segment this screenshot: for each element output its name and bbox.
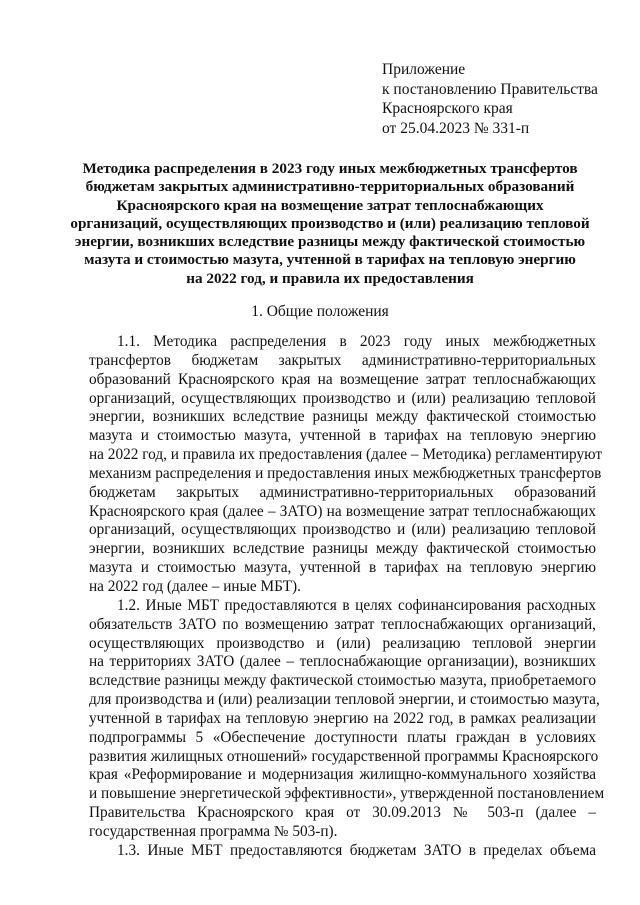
text-line: и повышение энергетической эффективности», утвержденной постановлением	[89, 785, 605, 803]
text-line: образований Красноярского края на возмещение затрат теплоснабжающих	[89, 370, 596, 388]
text-line: государственная программа № 503-п).	[89, 822, 338, 840]
title-line: Методика распределения в 2023 году иных межбюджетных трансфертов	[82, 160, 578, 177]
text-line: на территориях ЗАТО (далее – теплоснабжающие организации), возникших	[89, 653, 596, 671]
appendix-line: Красноярского края	[382, 100, 513, 117]
title-line: мазута и стоимостью мазута, учтенной в тарифах на тепловую энергию	[84, 251, 576, 269]
document-body	[89, 333, 605, 861]
document-title	[60, 160, 600, 288]
text-line: бюджетам закрытых административно-территориальных образований	[89, 483, 596, 501]
text-line: энергии, возникших вследствие разницы между фактической стоимостью	[89, 540, 596, 558]
text-line: механизм распределения и предоставления иных межбюджетных трансфертов	[89, 464, 602, 482]
appendix-line: к постановлению Правительства	[382, 80, 598, 98]
appendix-block	[382, 60, 598, 138]
title-line: бюджетам закрытых административно-территориальных образований	[85, 178, 575, 196]
text-line: 1.3. Иные МБТ предоставляются бюджетам ЗАТО в пределах объема	[117, 841, 596, 859]
text-line: организаций, осуществляющих производство и (или) реализацию тепловой	[89, 389, 596, 407]
text-line: обязательств ЗАТО по возмещению затрат теплоснабжающих организаций,	[89, 615, 596, 633]
title-line: Красноярского края на возмещение затрат теплоснабжающих	[116, 196, 544, 214]
text-line: вследствие разницы между фактической стоимостью мазута, приобретаемого	[89, 672, 596, 690]
section-heading: 1. Общие положения	[251, 303, 389, 320]
paragraph-1-3	[89, 842, 596, 861]
paragraph-1-1	[89, 333, 603, 597]
text-line: подпрограммы 5 «Обеспечение доступности платы граждан в условиях	[89, 728, 596, 746]
title-line: организаций, осуществляющих производство и (или) реализацию тепловой	[70, 214, 590, 232]
text-line: энергии, возникших вследствие разницы между фактической стоимостью	[89, 408, 596, 426]
text-line: на 2022 год (далее – иные МБТ).	[89, 577, 301, 595]
text-line: трансфертов бюджетам закрытых административно-территориальных	[89, 351, 596, 369]
paragraph-1-2	[89, 596, 605, 842]
text-line: организаций, осуществляющих производство и (или) реализацию тепловой	[89, 521, 596, 539]
title-line: на 2022 год, и правила их предоставления	[186, 269, 474, 287]
text-line: на 2022 год, и правила их предоставления (далее – Методика) регламентируют	[89, 446, 603, 464]
text-line: 1.1. Методика распределения в 2023 году иных межбюджетных	[117, 333, 596, 350]
text-line: учтенной в тарифах на тепловую энергию на 2022 год, в рамках реализации	[89, 709, 596, 727]
text-line: края «Реформирование и модернизация жилищно-коммунального хозяйства	[89, 766, 596, 784]
appendix-line: Приложение	[382, 61, 466, 78]
text-line: развития жилищных отношений» государственной программы Красноярского	[89, 747, 599, 765]
text-line: Красноярского края (далее – ЗАТО) на возмещение затрат теплоснабжающих	[89, 502, 596, 520]
text-line: мазута и стоимостью мазута, учтенной в тарифах на тепловую энергию	[89, 559, 596, 577]
title-line: энергии, возникших вследствие разницы между фактической стоимостью	[74, 233, 586, 251]
appendix-line: от 25.04.2023 № 331-п	[382, 119, 530, 137]
text-line: осуществляющих производство и (или) реализацию тепловой энергии	[89, 634, 596, 652]
text-line: для производства и (или) реализации тепловой энергии, и стоимостью мазута,	[89, 691, 600, 709]
text-line: мазута и стоимостью мазута, учтенной в тарифах на тепловую энергию	[89, 427, 596, 445]
text-line: Правительства Красноярского края от 30.09.2013 № 503-п (далее –	[89, 804, 596, 822]
text-line: 1.2. Иные МБТ предоставляются в целях софинансирования расходных	[117, 596, 596, 614]
